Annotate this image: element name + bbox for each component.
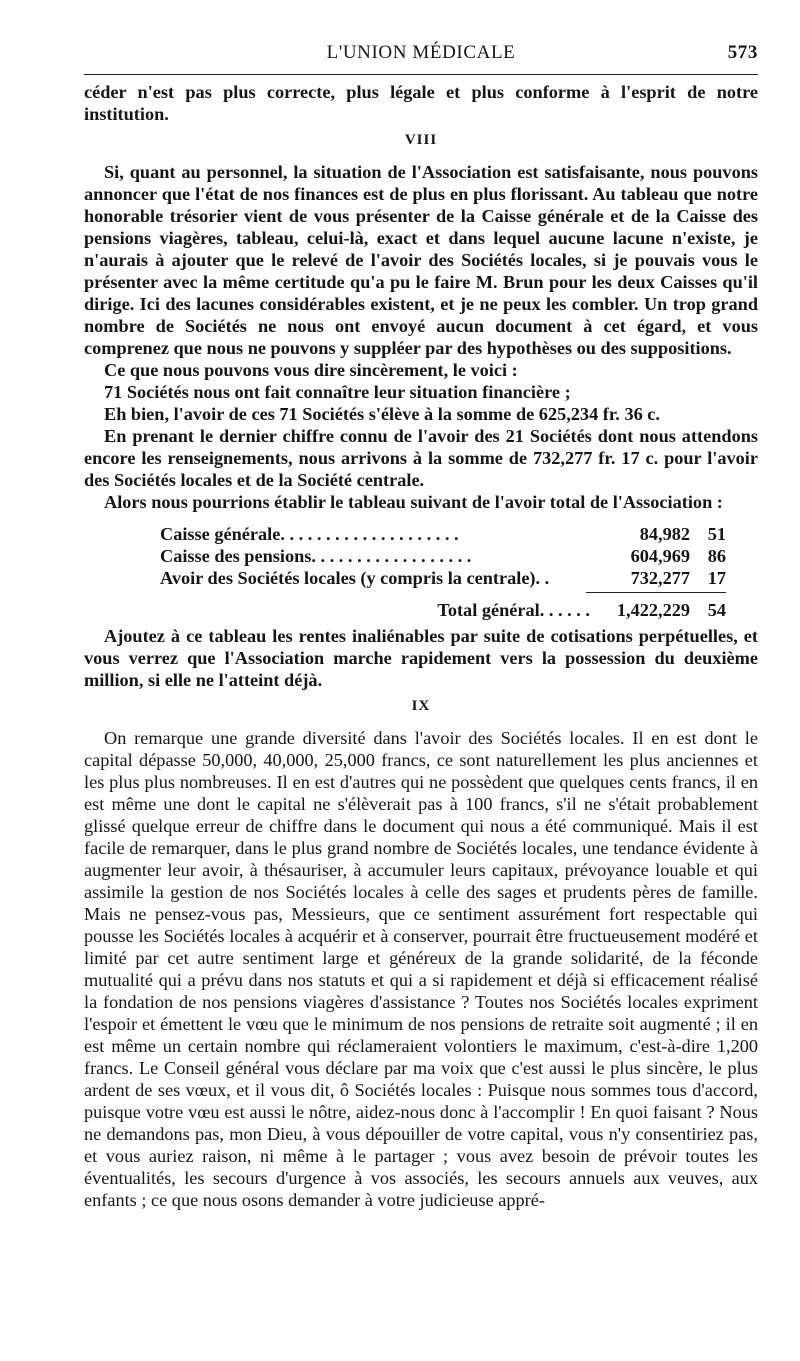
- paragraph-last-figure: En prenant le dernier chiffre connu de l'avoir des 21 Sociétés dont nous attendons encore les renseignements, nous arrivons à la somme de 732,277 fr. 17 c. pour l'avoir des Sociétés locales et de la Société centrale.: [84, 426, 758, 490]
- running-head: [84, 38, 758, 64]
- paragraph-table-intro: Alors nous pourrions établir le tableau suivant de l'avoir total de l'Association :: [104, 492, 723, 512]
- total-cents: 54: [707, 600, 726, 620]
- paragraph-diversity: On remarque une grande diversité dans l'avoir des Sociétés locales. Il en est dont le capital dépasse 50,000, 40,000, 25,000 francs, ce sont naturellement les plus anciennes et les plus plus nombreuses. Il en est d'autres qui ne possèdent que quelques cents francs, il en est même une dont le capital ne s'élèverait pas à 100 francs, s'il ne s'était probablement glissé quelque erreur de chiffre dans le document qui nous a été communiqué. Mais il est facile de remarquer, dans le plus grand nombre de Sociétés locales, une tendance évidente à augmenter leur avoir, à thésauriser, à accumuler leurs capitaux, prévoyance louable et qui assimile la gestion de nos Sociétés locales à celle des sages et prudents pères de famille. Mais ne pensez-vous pas, Messieurs, que ce sentiment assurément fort respectable qui pousse les Sociétés locales à acquérir et à conserver, pourrait être fructueusement modéré et limité par cet autre sentiment large et généreux de la grande solidarité, de la féconde mutualité qui a prévu dans nos statuts et qui a si rapidement et déjà si efficacement réalisé la fondation de nos pensions viagères d'assistance ? Toutes nos Sociétés locales expriment l'espoir et émettent le vœu que le minimum de nos pensions de retraite soit augmenté ; il en est même un certain nombre qui réclameraient volontiers le maximum, c'est-à-dire 1,200 francs. Le Conseil général vous déclare par ma voix que c'est aussi le plus sincère, le plus ardent de ses vœux, et il vous dit, ô Sociétés locales : Puisque nous sommes tous d'accord, puisque votre vœu est aussi le nôtre, aidez-nous donc à l'accomplir ! En quoi faisant ? Nous ne demandons pas, mon Dieu, à vous dépouiller de votre capital, vous n'y consentiriez pas, et vous auriez raison, ni même à le partager ; vous avez besoin de prévoir toutes les éventualités, les secours d'urgence à vos associés, les secours annuels aux veuves, aux enfants ; ce que nous osons demander à votre judicieuse appré-: [84, 728, 758, 1210]
- account-cents: 86: [707, 546, 726, 566]
- paragraph-rentes: Ajoutez à ce tableau les rentes inaliénables par suite de cotisations perpétuelles, et vous verrez que l'Association marche rapidement vers la possession du deuxième million, si elle ne l'atteint déjà.: [84, 626, 758, 690]
- journal-title: L'UNION MÉDICALE: [326, 42, 516, 63]
- account-francs: 84,982: [639, 524, 690, 544]
- account-row: [160, 545, 726, 567]
- total-francs: 1,422,229: [616, 600, 690, 620]
- section-heading-viii: VIII: [404, 132, 438, 148]
- account-label: Avoir des Sociétés locales (y compris la centrale). .: [160, 568, 550, 588]
- account-cents: 17: [707, 568, 726, 588]
- paragraph-sincerely: Ce que nous pouvons vous dire sincèrement, le voici :: [104, 360, 518, 380]
- article-body: [84, 81, 758, 1211]
- total-label: Total général. . . . . .: [437, 600, 590, 620]
- page-number: 573: [727, 42, 758, 63]
- account-total-row: [160, 599, 726, 621]
- paragraph-71-societies: 71 Sociétés nous ont fait connaître leur situation financière ;: [104, 382, 571, 402]
- account-francs: 604,969: [630, 546, 690, 566]
- account-label: Caisse générale. . . . . . . . . . . . . . . . . . . .: [160, 524, 459, 544]
- section-heading-ix: IX: [411, 698, 431, 714]
- paragraph-finances: Si, quant au personnel, la situation de l'Association est satisfaisante, nous pouvons annoncer que l'état de nos finances est de plus en plus florissant. Au tableau que notre honorable trésorier vient de vous présenter de la Caisse générale et de la Caisse des pensions viagères, tableau, celui-là, exact et dans lequel aucune lacune n'existe, je n'aurais à ajouter que le relevé de l'avoir des Sociétés locales, si je pouvais vous le présenter avec la même certitude qu'a pu le faire M. Brun pour les deux Caisses qu'il dirige. Ici des lacunes considérables existent, et je ne peux les combler. Un trop grand nombre de Sociétés ne nous ont envoyé aucun document à cet égard, et vous comprenez que nous ne pouvons y suppléer par des hypothèses ou des suppositions.: [84, 162, 758, 358]
- account-row: [160, 567, 726, 589]
- paragraph-avoir-71: Eh bien, l'avoir de ces 71 Sociétés s'élève à la somme de 625,234 fr. 36 c.: [104, 404, 660, 424]
- total-rule: [586, 592, 726, 593]
- account-francs: 732,277: [630, 568, 690, 588]
- account-row: [160, 523, 726, 545]
- continued-paragraph: céder n'est pas plus correcte, plus légale et plus conforme à l'esprit de notre institution.: [84, 82, 758, 124]
- accounts-table: [160, 523, 726, 621]
- account-cents: 51: [707, 524, 726, 544]
- header-rule: [84, 74, 758, 75]
- account-label: Caisse des pensions. . . . . . . . . . . . . . . . . .: [160, 546, 472, 566]
